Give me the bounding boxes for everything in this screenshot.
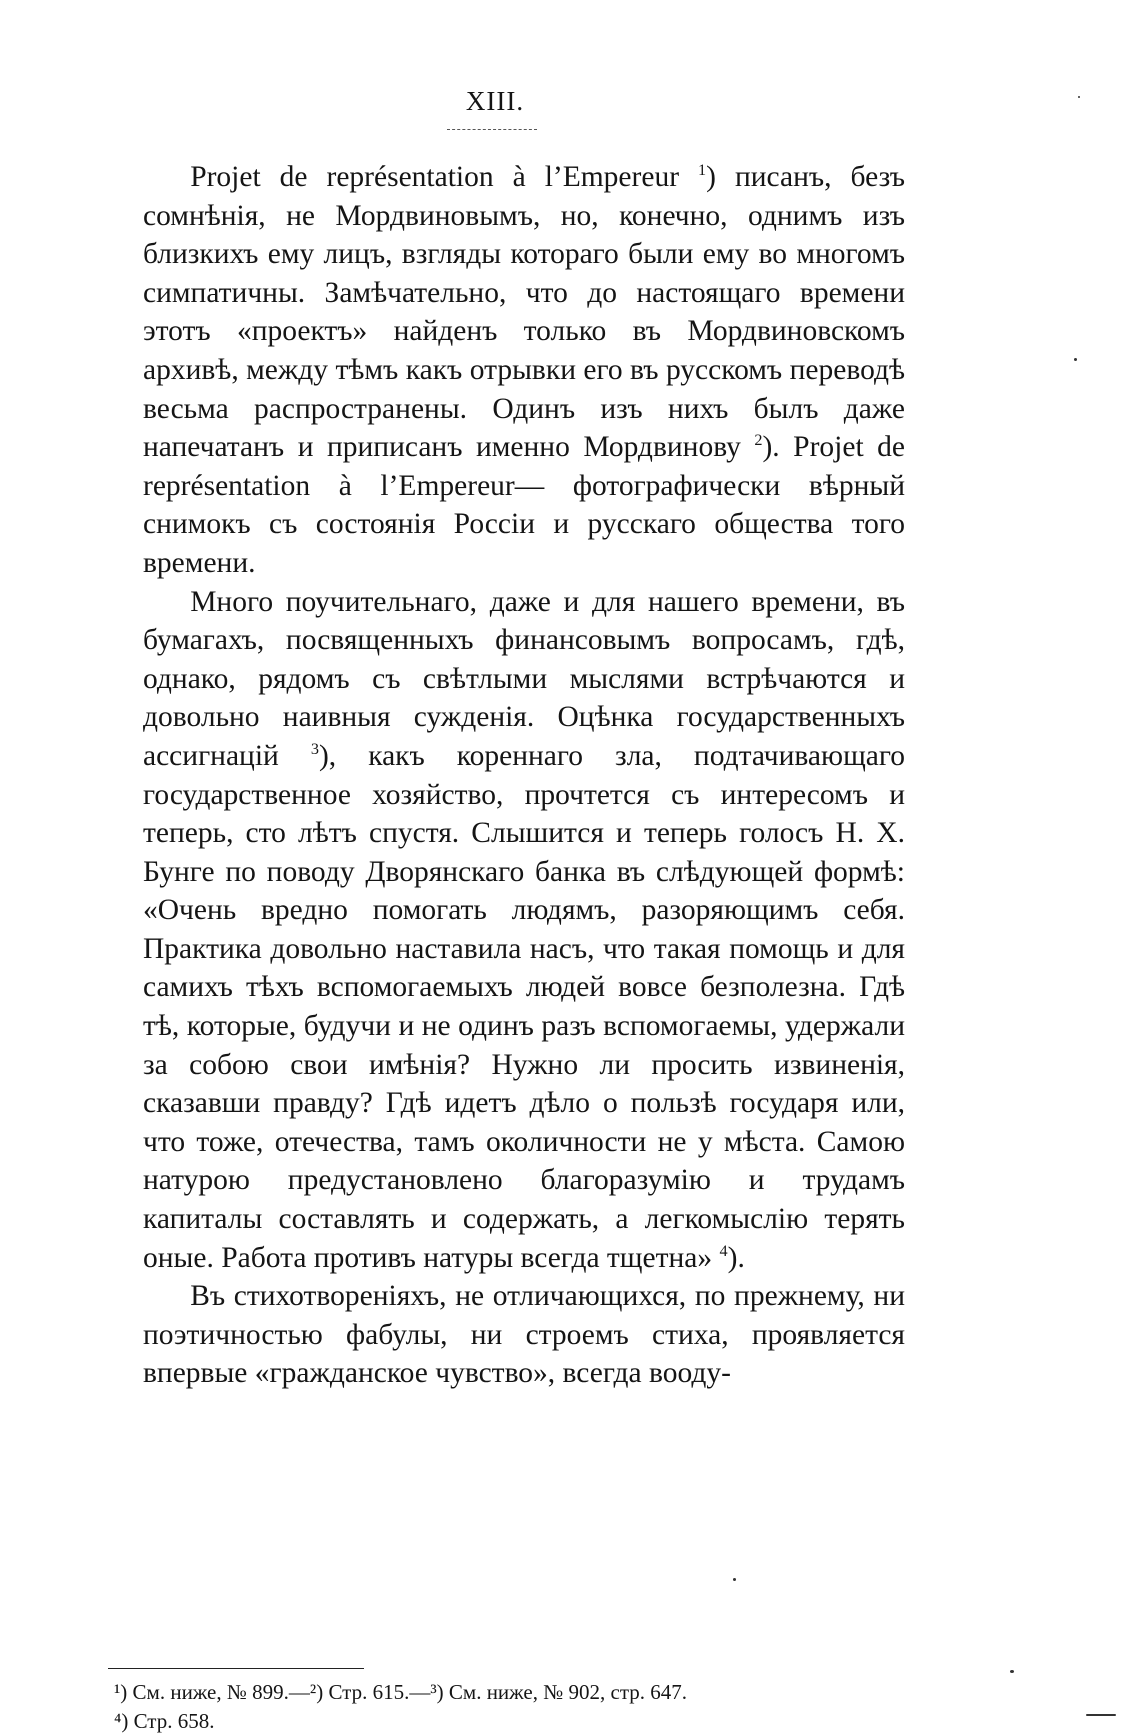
paragraph-2-text-b: ), какъ кореннаго зла, подтачивающаго государственное хозяйство, прочтется съ интересомъ и теперь, сто лѣтъ спустя. Слышится и теперь голосъ Н. Х. Бунге по поводу Дворянскаго банка въ слѣдующей формѣ: «Очень вредно помогать людямъ, разоряющимъ себя. Практика довольно наставила насъ, что такая помощь и для самихъ тѣхъ вспомогаемыхъ людей вовсе безполезна. Гдѣ тѣ, которые, будучи и не одинъ разъ вспомогаемы, удержали за собою свои имѣнія? Нужно ли просить извиненія, сказавши правду? Гдѣ идетъ дѣло о пользѣ государя или, что тоже, отечества, тамъ околичности не у мѣста. Самою натурою предустановлено благоразумію и трудамъ капиталы составлять и содержать, а легкомыслію терять оные. Работа противъ натуры всегда тщетна»: [143, 739, 905, 1274]
footnote-reference-4: 4: [719, 1241, 728, 1260]
page-number: XIII.: [465, 86, 525, 116]
paragraph-1: [143, 158, 905, 583]
scan-speck: [1086, 1714, 1116, 1716]
paragraph-1-text-c: ). Projet de représentation à l’Empereur— фотографически вѣрный снимокъ съ состоянія Россіи и русскаго общества того времени.: [143, 431, 905, 579]
footnote-line-2: ⁴) Стр. 658.: [114, 1709, 215, 1733]
page-number-underline: [447, 129, 537, 130]
scan-speck: [1010, 1670, 1014, 1673]
paragraph-2-text-a: Много поучительнаго, даже и для нашего времени, въ бумагахъ, посвященныхъ финансовымъ вопросамъ, гдѣ, однако, рядомъ съ свѣтлыми мыслями встрѣчаются и довольно наивныя сужденія. Оцѣнка государственныхъ ассигнацій: [143, 585, 905, 772]
scan-speck: [1078, 96, 1080, 98]
footnotes: [114, 1678, 904, 1736]
paragraph-1-text-b: ) писанъ, безъ сомнѣнія, не Мордвиновымъ, но, конечно, однимъ изъ близкихъ ему лицъ, взгляды котораго были ему во многомъ симпатичны. Замѣчательно, что до настоящаго времени этотъ «проектъ» найденъ только въ Мордвиновскомъ архивѣ, между тѣмъ какъ отрывки его въ русскомъ переводѣ весьма распространены. Одинъ изъ нихъ былъ даже напечатанъ и приписанъ именно Мордвинову: [143, 161, 905, 464]
footnote-reference-1: 1: [698, 161, 707, 180]
footnote-reference-2: 2: [754, 431, 763, 450]
body-text: [143, 158, 905, 1393]
paragraph-2: [143, 583, 905, 1278]
paragraph-2-text-c: ).: [727, 1241, 745, 1274]
footnote-reference-3: 3: [310, 740, 319, 759]
footnote-separator: [108, 1668, 364, 1669]
footnote-line-1: ¹) См. ниже, № 899.—²) Стр. 615.—³) См. ниже, № 902, стр. 647.: [114, 1680, 688, 1704]
scan-speck: [733, 1578, 736, 1581]
scan-speck: [1074, 358, 1077, 361]
paragraph-3: Въ стихотвореніяхъ, не отличающихся, по прежнему, ни поэтичностью фабулы, ни строемъ стиха, проявляется впервые «гражданское чувство», всегда воодy-: [143, 1280, 905, 1390]
paragraph-1-text-a: Projet de représentation à l’Empereur: [190, 161, 699, 193]
